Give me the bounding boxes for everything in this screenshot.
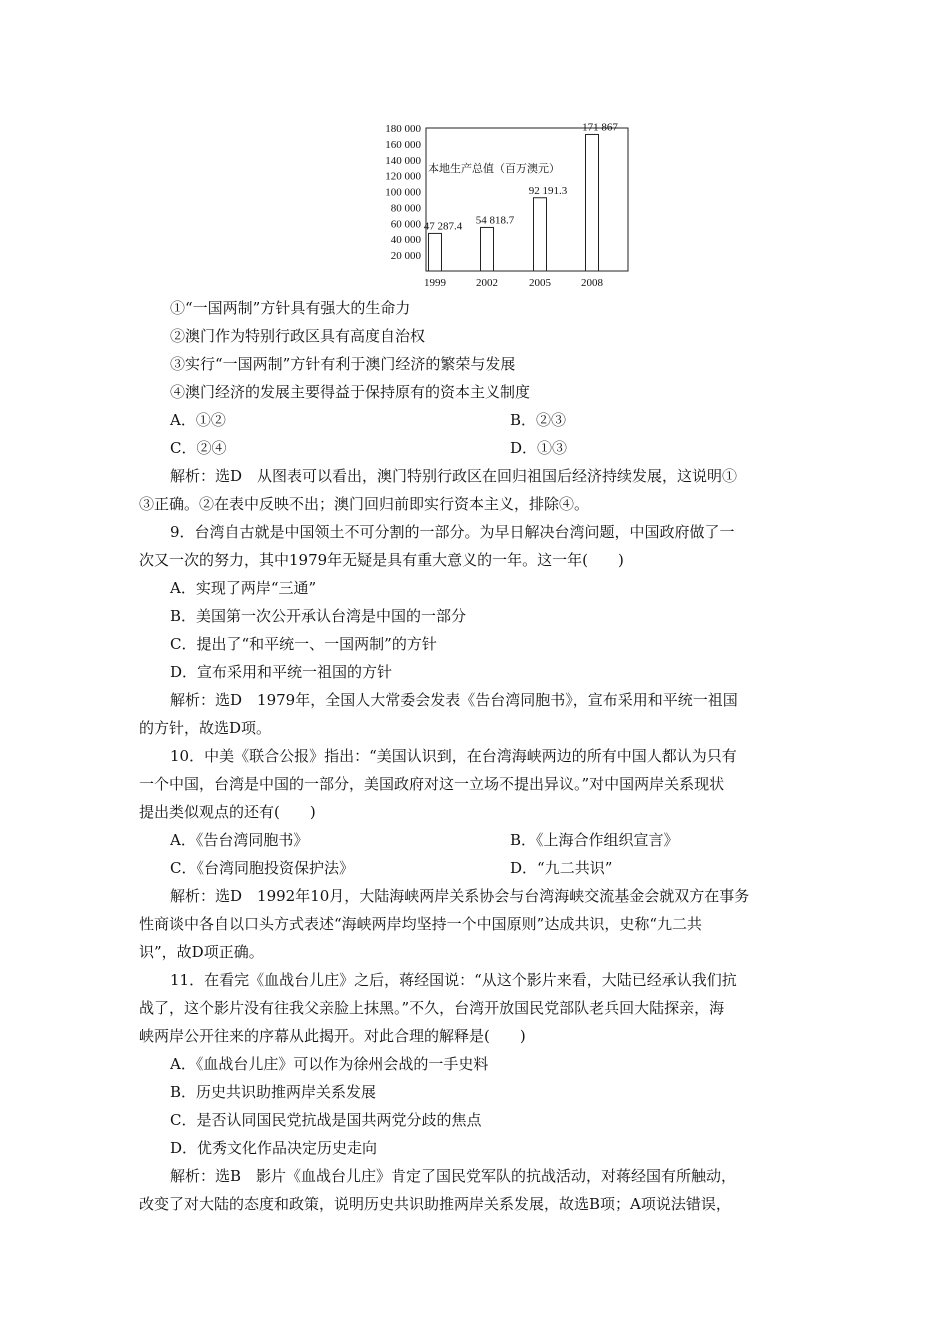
q10-analysis-line-3: 识”，故D项正确。: [139, 943, 264, 961]
q8-options-row-2: [139, 434, 815, 462]
data-label-1999: 47 287.4: [423, 220, 463, 233]
x-tick-label: 2005: [529, 277, 551, 289]
q9-analysis-line-2: 的方针，故选D项。: [139, 719, 272, 737]
y-axis: [385, 123, 421, 262]
q10-option-d: D．“九二共识”: [510, 859, 613, 877]
chart-title: 本地生产总值（百万澳元）: [428, 163, 560, 175]
q9-stem-line-1: 9．台湾自古就是中国领土不可分割的一部分。为早日解决台湾问题，中国政府做了一: [170, 523, 735, 541]
x-axis: [424, 277, 604, 289]
q8-statement-1: ①“一国两制”方针具有强大的生命力: [170, 299, 411, 317]
y-tick-label: 100 000: [385, 186, 421, 199]
y-tick-label: 20 000: [390, 250, 421, 263]
q10-options-row-1: [139, 826, 815, 854]
q11-stem-line-2: 战了，这个影片没有往我父亲脸上抹黑。”不久，台湾开放国民党部队老兵回大陆探亲，海: [139, 999, 725, 1017]
q10-option-a: A．《告台湾同胞书》: [170, 831, 309, 849]
q11-option-d: D．优秀文化作品决定历史走向: [170, 1139, 378, 1157]
q8-option-d: D．①③: [510, 439, 568, 457]
q8-analysis-line-1: 解析：选D 从图表可以看出，澳门特别行政区在回归祖国后经济持续发展，这说明①: [170, 467, 738, 485]
q10-option-b: B．《上海合作组织宣言》: [510, 831, 679, 849]
q8-statement-4: ④澳门经济的发展主要得益于保持原有的资本主义制度: [170, 383, 531, 401]
q10-analysis-line-2: 性商谈中各自以口头方式表述“海峡两岸均坚持一个中国原则”达成共识，史称“九二共: [139, 915, 703, 933]
q11-analysis-line-1: 解析：选B 影片《血战台儿庄》肯定了国民党军队的抗战活动，对蒋经国有所触动，: [170, 1167, 737, 1185]
data-label-2002: 54 818.7: [475, 214, 515, 227]
q8-statement-3: ③实行“一国两制”方针有利于澳门经济的繁荣与发展: [170, 355, 516, 373]
bar-2005: [534, 198, 547, 271]
q10-analysis-line-1: 解析：选D 1992年10月，大陆海峡两岸关系协会与台湾海峡交流基金会就双方在事务: [170, 887, 750, 905]
q9-analysis-line-1: 解析：选D 1979年，全国人大常委会发表《告台湾同胞书》，宣布采用和平统一祖国: [170, 691, 738, 709]
q8-option-c: C．②④: [170, 439, 227, 457]
q10-stem-line-2: 一个中国，台湾是中国的一部分，美国政府对这一立场不提出异议。”对中国两岸关系现状: [139, 775, 725, 793]
q11-stem-line-3: 峡两岸公开往来的序幕从此揭开。对此合理的解释是( ): [139, 1027, 526, 1045]
q8-options-row-1: [139, 406, 815, 434]
question-content: [139, 294, 815, 1218]
y-tick-label: 40 000: [390, 234, 421, 247]
q11-analysis-line-2: 改变了对大陆的态度和政策，说明历史共识助推两岸关系发展，故选B项；A项说法错误，: [139, 1195, 731, 1213]
q9-option-a: A．实现了两岸“三通”: [170, 579, 317, 597]
data-label-2005: 92 191.3: [528, 184, 568, 197]
q10-stem-line-1: 10．中美《联合公报》指出：“美国认识到，在台湾海峡两边的所有中国人都认为只有: [170, 747, 737, 765]
q11-option-a: A．《血战台儿庄》可以作为徐州会战的一手史料: [170, 1055, 489, 1073]
gdp-bar-chart: [360, 120, 640, 292]
q9-option-c: C．提出了“和平统一、一国两制”的方针: [170, 635, 437, 653]
q10-stem-line-3: 提出类似观点的还有( ): [139, 803, 316, 821]
y-tick-label: 180 000: [385, 123, 421, 135]
x-tick-label: 2008: [581, 277, 603, 289]
bar-1999: [429, 233, 442, 271]
q8-statement-2: ②澳门作为特别行政区具有高度自治权: [170, 327, 426, 345]
q8-option-b: B．②③: [510, 411, 567, 429]
q11-option-b: B．历史共识助推两岸关系发展: [170, 1083, 377, 1101]
y-tick-label: 140 000: [385, 154, 421, 167]
q10-options-row-2: [139, 854, 815, 882]
data-label-2008: 171 867: [582, 121, 618, 134]
q9-option-b: B．美国第一次公开承认台湾是中国的一部分: [170, 607, 467, 625]
q9-stem-line-2: 次又一次的努力，其中1979年无疑是具有重大意义的一年。这一年( ): [139, 551, 624, 569]
y-tick-label: 120 000: [385, 170, 421, 183]
x-tick-label: 1999: [424, 277, 446, 289]
y-tick-label: 80 000: [390, 202, 421, 215]
x-tick-label: 2002: [476, 277, 498, 289]
bar-2002: [481, 227, 494, 271]
q8-analysis-line-2: ③正确。②在表中反映不出；澳门回归前即实行资本主义，排除④。: [139, 495, 590, 513]
bar-2008: [586, 134, 599, 271]
bars-group: [424, 121, 619, 271]
q8-option-a: A．①②: [170, 411, 226, 429]
q10-option-c: C．《台湾同胞投资保护法》: [170, 859, 354, 877]
q11-option-c: C．是否认同国民党抗战是国共两党分歧的焦点: [170, 1111, 482, 1129]
y-tick-label: 160 000: [385, 138, 421, 151]
y-tick-label: 60 000: [390, 218, 421, 231]
q9-option-d: D．宣布采用和平统一祖国的方针: [170, 663, 393, 681]
q11-stem-line-1: 11．在看完《血战台儿庄》之后，蒋经国说：“从这个影片来看，大陆已经承认我们抗: [170, 971, 737, 989]
